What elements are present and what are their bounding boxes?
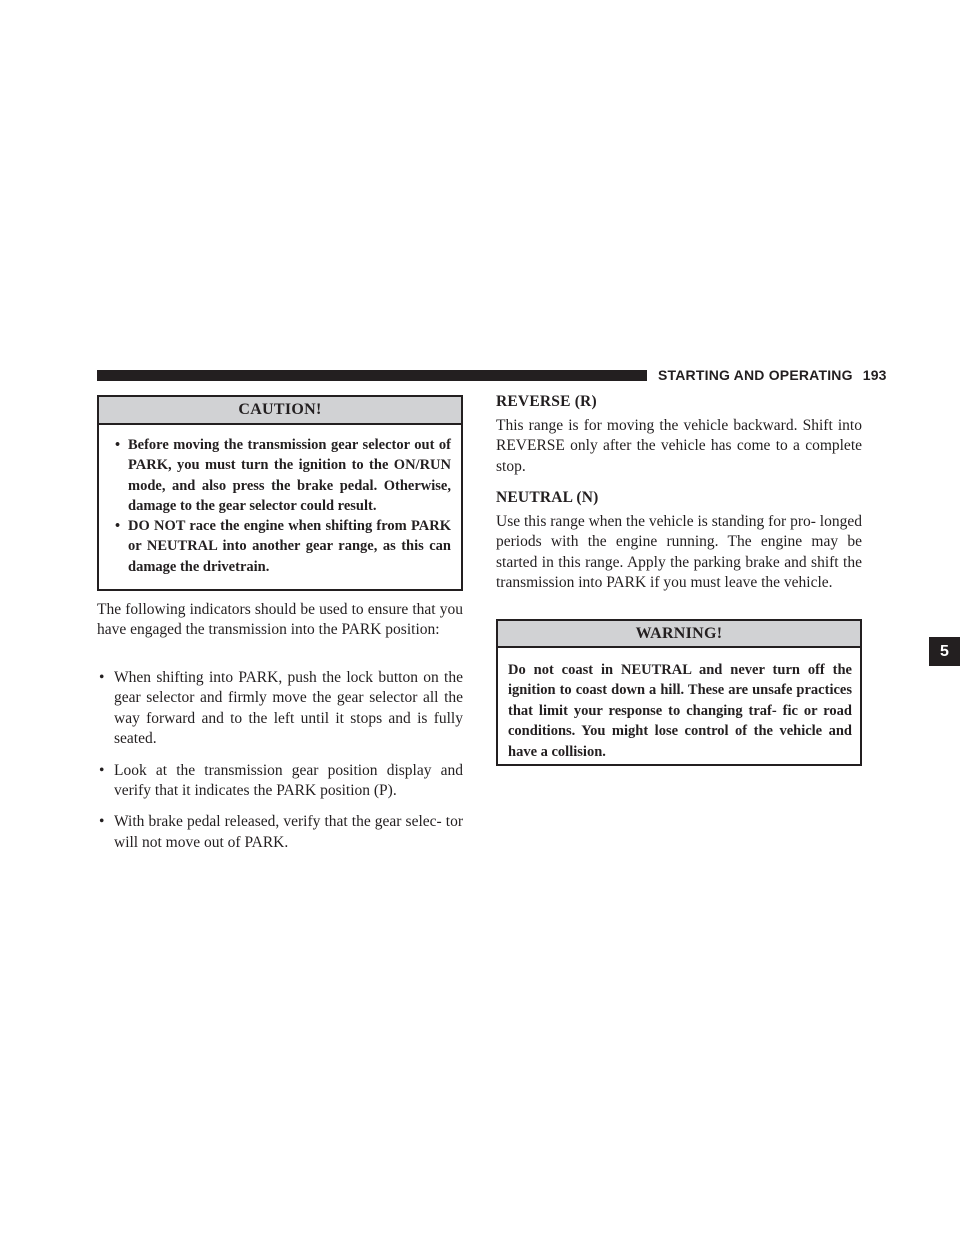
list-item [97, 668, 463, 750]
intro-paragraph: The following indicators should be used to ensure that you have engaged the transmission into the PARK position: [97, 601, 463, 639]
page-number: 193 [862, 367, 887, 383]
list-item-text: Look at the transmission gear position display and verify that it indicates the PARK position (P). [114, 761, 463, 800]
section-title: STARTING AND OPERATING [658, 367, 853, 383]
bullet-icon: • [115, 437, 121, 453]
reverse-heading: REVERSE (R) [496, 393, 597, 410]
neutral-paragraph: Use this range when the vehicle is standing for pro- longed periods with the engine running. The engine may be started in this range. Apply the parking brake and shift the transmission into PARK if you must leave the vehicle. [496, 513, 862, 592]
list-item-text: When shifting into PARK, push the lock button on the gear selector and firmly move the gear selector all the way forward and to the left until it stops and is fully seated. [114, 669, 463, 748]
caution-title: CAUTION! [99, 397, 461, 425]
caution-item [109, 516, 451, 577]
neutral-heading: NEUTRAL (N) [496, 489, 599, 506]
list-item [97, 812, 463, 853]
chapter-tab: 5 [929, 637, 960, 666]
warning-title: WARNING! [498, 621, 860, 648]
warning-box [496, 619, 862, 766]
caution-item [109, 435, 451, 516]
reverse-paragraph: This range is for moving the vehicle backward. Shift into REVERSE only after the vehicle has come to a complete stop. [496, 417, 862, 475]
bullet-icon: • [99, 669, 105, 686]
bullet-icon: • [99, 813, 105, 831]
bullet-icon: • [115, 518, 121, 535]
caution-item-text: DO NOT race the engine when shifting from PARK or NEUTRAL into another gear range, as this can damage the drivetrain. [128, 518, 451, 575]
list-item [97, 761, 463, 802]
caution-list [99, 425, 461, 577]
caution-box [97, 395, 463, 591]
indicator-list [97, 668, 463, 864]
list-item-text: With brake pedal released, verify that the gear selec- tor will not move out of PARK. [114, 813, 463, 851]
caution-item-text: Before moving the transmission gear selector out of PARK, you must turn the ignition to the ON/RUN mode, and also press the brake pedal. Otherwise, damage to the gear selector could result. [128, 437, 451, 514]
warning-text: Do not coast in NEUTRAL and never turn off the ignition to coast down a hill. These are unsafe practices that limit your response to changing traf- fic or road conditions. You might lose control of the vehicle and have a collision. [508, 662, 852, 760]
bullet-icon: • [99, 761, 105, 779]
header-rule [97, 370, 647, 381]
running-header [658, 367, 887, 383]
